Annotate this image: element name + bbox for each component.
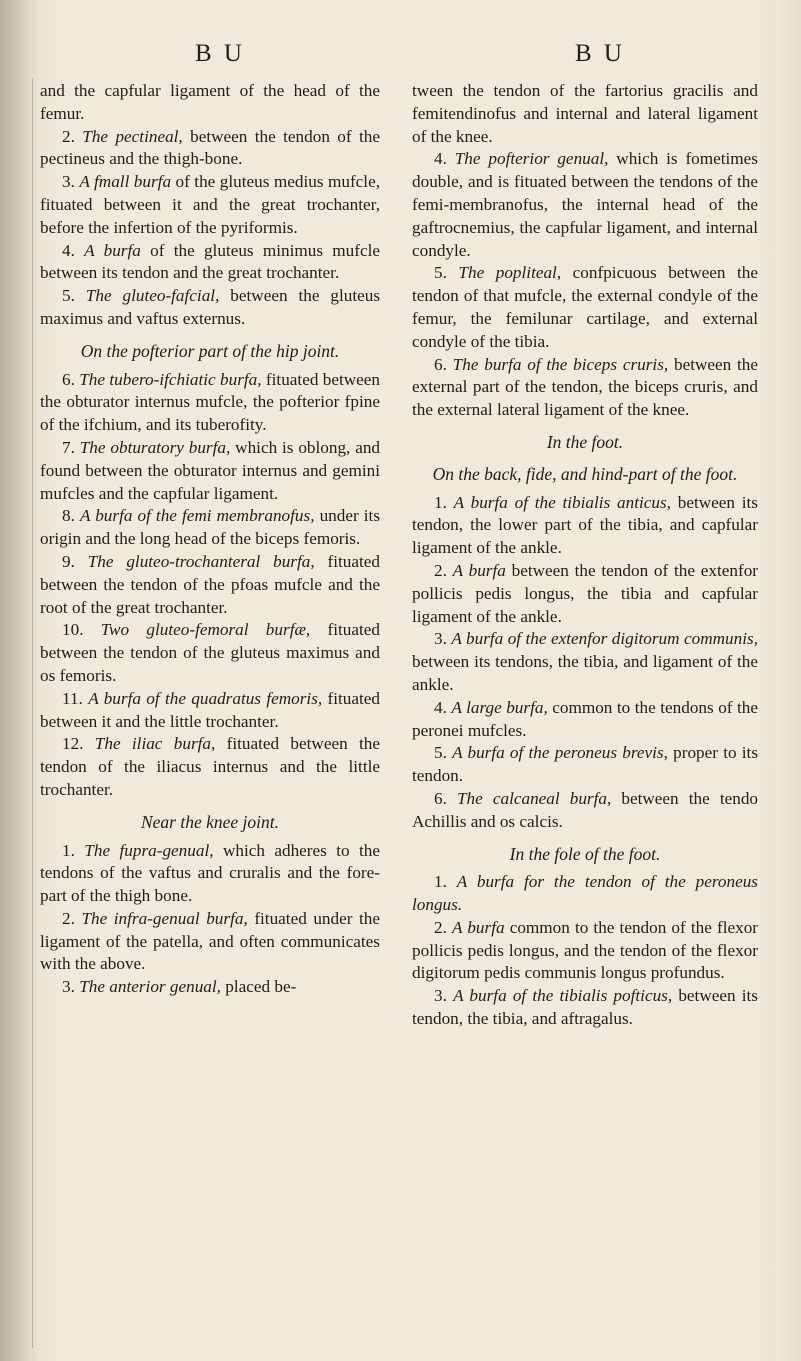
- entry-term: A burfa of the extenfor digitorum communis,: [451, 629, 759, 649]
- entry-term: A fmall burfa: [79, 172, 172, 192]
- entry-description: between the external part of the tendon, the biceps cruris, and the external lateral ligament of the knee.: [412, 354, 759, 420]
- section-heading: Near the knee joint.: [140, 811, 280, 832]
- burfa-entry: [412, 697, 758, 743]
- entry-number: 3.: [62, 977, 75, 997]
- entry-description: fituated between the tendon of the iliacus internus and the little trochanter.: [40, 734, 380, 799]
- right-column: [412, 80, 758, 1031]
- entry-number: 5.: [62, 286, 75, 306]
- entry-description: between the gluteus maximus and vaftus externus.: [40, 286, 381, 328]
- entry-description: which adheres to the tendons of the vaftus and cruralis and the fore-part of the thigh bone.: [40, 840, 381, 906]
- section-heading: In the foot.: [546, 431, 624, 452]
- entry-term: The anterior genual,: [79, 977, 221, 997]
- entry-description: fituated under the ligament of the patella, and often communicates with the above.: [40, 908, 381, 974]
- entry-number: 3.: [434, 986, 447, 1006]
- burfa-entry: [40, 171, 380, 239]
- left-column: [40, 80, 380, 999]
- entry-number: 10.: [62, 620, 84, 640]
- entry-number: 2.: [434, 560, 447, 580]
- burfa-entry: [412, 917, 758, 985]
- section-heading: On the back, fide, and hind-part of the foot.: [432, 463, 738, 484]
- entry-number: 2.: [62, 126, 75, 146]
- burfa-entry: [40, 840, 380, 908]
- burfa-entry: [412, 871, 758, 917]
- paragraph-continuation: and the capfular ligament of the head of the femur.: [40, 81, 380, 123]
- entry-description: confpicuous between the tendon of that mufcle, the external condyle of the femur, the femilunar cartilage, and external condyle of the tibia.: [412, 263, 758, 351]
- entry-term: A burfa: [452, 917, 505, 937]
- burfa-entry: [412, 788, 758, 834]
- entry-term: A burfa for the tendon of the peroneus longus.: [412, 872, 758, 915]
- entry-term: The calcaneal burfa,: [456, 788, 612, 808]
- entry-number: 4.: [434, 697, 447, 717]
- paragraph-continuation: tween the tendon of the fartorius gracilis and femitendinofus and internal and lateral ligament of the knee.: [412, 81, 758, 146]
- burfa-entry: [40, 908, 380, 976]
- entry-term: The gluteo-fafcial,: [85, 286, 220, 306]
- entry-description: between the tendo Achillis and os calcis.: [412, 788, 759, 831]
- entry-number: 11.: [62, 688, 83, 708]
- entry-number: 12.: [62, 734, 84, 754]
- entry-description: placed be-: [225, 977, 297, 997]
- entry-number: 2.: [62, 908, 75, 928]
- entry-term: Two gluteo-femoral burfæ,: [100, 620, 311, 640]
- burfa-entry: [40, 733, 380, 801]
- entry-number: 7.: [62, 437, 75, 457]
- entry-description: which is oblong, and found between the obturator internus and gemini mufcles and the capfular ligament.: [40, 437, 381, 503]
- entry-number: 3.: [434, 629, 447, 649]
- entry-term: The gluteo-trochanteral burfa,: [87, 551, 315, 571]
- entry-term: A burfa of the tibialis pofticus,: [453, 986, 673, 1006]
- burfa-entry: [412, 262, 758, 353]
- entry-term: The burfa of the biceps cruris,: [452, 354, 669, 374]
- entry-description: between the tendon of the pectineus and the thigh-bone.: [40, 126, 381, 169]
- running-head-left: B U: [195, 40, 245, 67]
- entry-description: between its tendon, the tibia, and aftragalus.: [412, 986, 758, 1029]
- burfa-entry: [412, 492, 758, 560]
- entry-number: 5.: [434, 743, 447, 763]
- entry-number: 4.: [62, 240, 75, 260]
- entry-term: A burfa: [84, 240, 141, 260]
- entry-term: A burfa of the femi membranofus,: [79, 506, 315, 526]
- entry-term: The obturatory burfa,: [79, 437, 231, 457]
- entry-number: 1.: [434, 872, 447, 892]
- entry-term: The fupra-genual,: [84, 840, 214, 860]
- entry-number: 6.: [434, 354, 447, 374]
- entry-number: 1.: [434, 492, 447, 512]
- section-heading: In the fole of the foot.: [509, 843, 661, 864]
- burfa-entry: [40, 240, 380, 286]
- entry-number: 1.: [62, 840, 75, 860]
- entry-description: fituated between the tendon of the gluteus maximus and os femoris.: [40, 620, 381, 685]
- entry-term: The tubero-ifchiatic burfa,: [79, 369, 262, 389]
- burfa-entry: [412, 742, 758, 788]
- entry-description: of the gluteus medius mufcle, fituated between it and the great trochanter, before the infertion of the pyriformis.: [40, 172, 381, 237]
- entry-description: proper to its tendon.: [412, 743, 759, 786]
- entry-term: A burfa of the peroneus brevis,: [452, 743, 668, 763]
- entry-term: A burfa of the quadratus femoris,: [88, 688, 323, 708]
- entry-description: under its origin and the long head of the biceps femoris.: [40, 506, 381, 549]
- entry-number: 8.: [62, 506, 75, 526]
- entry-number: 2.: [434, 917, 447, 937]
- entry-description: common to the tendons of the peronei mufcles.: [412, 697, 759, 740]
- burfa-entry: [40, 369, 380, 437]
- entry-description: fituated between it and the little trochanter.: [40, 688, 381, 731]
- burfa-entry: [40, 285, 380, 331]
- burfa-entry: [40, 551, 380, 619]
- entry-term: A burfa of the tibialis anticus,: [453, 492, 671, 512]
- entry-description: between the tendon of the extenfor pollicis pedis longus, the tibia and capfular ligament of the ankle.: [412, 560, 759, 626]
- entry-description: common to the tendon of the flexor pollicis pedis longus, and the tendon of the flexor digitorum pedis communis longus profundus.: [412, 917, 759, 983]
- burfa-entry: [40, 619, 380, 687]
- burfa-entry: [40, 437, 380, 505]
- margin-rule: [32, 78, 33, 1348]
- entry-description: of the gluteus minimus mufcle between its tendon and the great trochanter.: [40, 240, 381, 283]
- entry-number: 4.: [434, 149, 447, 169]
- entry-description: between its tendons, the tibia, and ligament of the ankle.: [412, 652, 758, 694]
- burfa-entry: [40, 976, 380, 999]
- entry-term: The iliac burfa,: [94, 734, 216, 754]
- burfa-entry: [412, 628, 758, 696]
- entry-number: 6.: [434, 788, 447, 808]
- section-heading: On the pofterior part of the hip joint.: [80, 340, 340, 361]
- entry-number: 3.: [62, 172, 75, 192]
- entry-term: The infra-genual burfa,: [81, 908, 248, 928]
- burfa-entry: [40, 126, 380, 172]
- entry-number: 5.: [434, 263, 447, 283]
- gutter-shadow: [0, 0, 40, 1361]
- burfa-entry: [412, 985, 758, 1031]
- entry-term: A large burfa,: [451, 697, 548, 717]
- burfa-entry: [412, 148, 758, 262]
- entry-description: which is fometimes double, and is fituated between the tendons of the femi-membranofus, the internal head of the gaftrocnemius, the capfular ligament, and internal condyle.: [412, 149, 758, 260]
- entry-number: 9.: [62, 551, 75, 571]
- burfa-entry: [412, 560, 758, 628]
- running-head-right: B U: [575, 40, 625, 67]
- entry-description: fituated between the obturator internus mufcle, the pofterior fpine of the ifchium, and its tuberofity.: [40, 369, 381, 435]
- entry-term: The popliteal,: [458, 263, 562, 283]
- entry-description: between its tendon, the lower part of the tibia, and capfular ligament of the ankle.: [412, 492, 758, 558]
- burfa-entry: [40, 505, 380, 551]
- entry-term: The pofterior genual,: [454, 149, 609, 169]
- entry-description: fituated between the tendon of the pfoas mufcle and the root of the great trochanter.: [40, 551, 380, 617]
- burfa-entry: [412, 354, 758, 422]
- burfa-entry: [40, 688, 380, 734]
- entry-term: A burfa: [452, 560, 506, 580]
- entry-term: The pectineal,: [82, 126, 183, 146]
- entry-number: 6.: [62, 369, 75, 389]
